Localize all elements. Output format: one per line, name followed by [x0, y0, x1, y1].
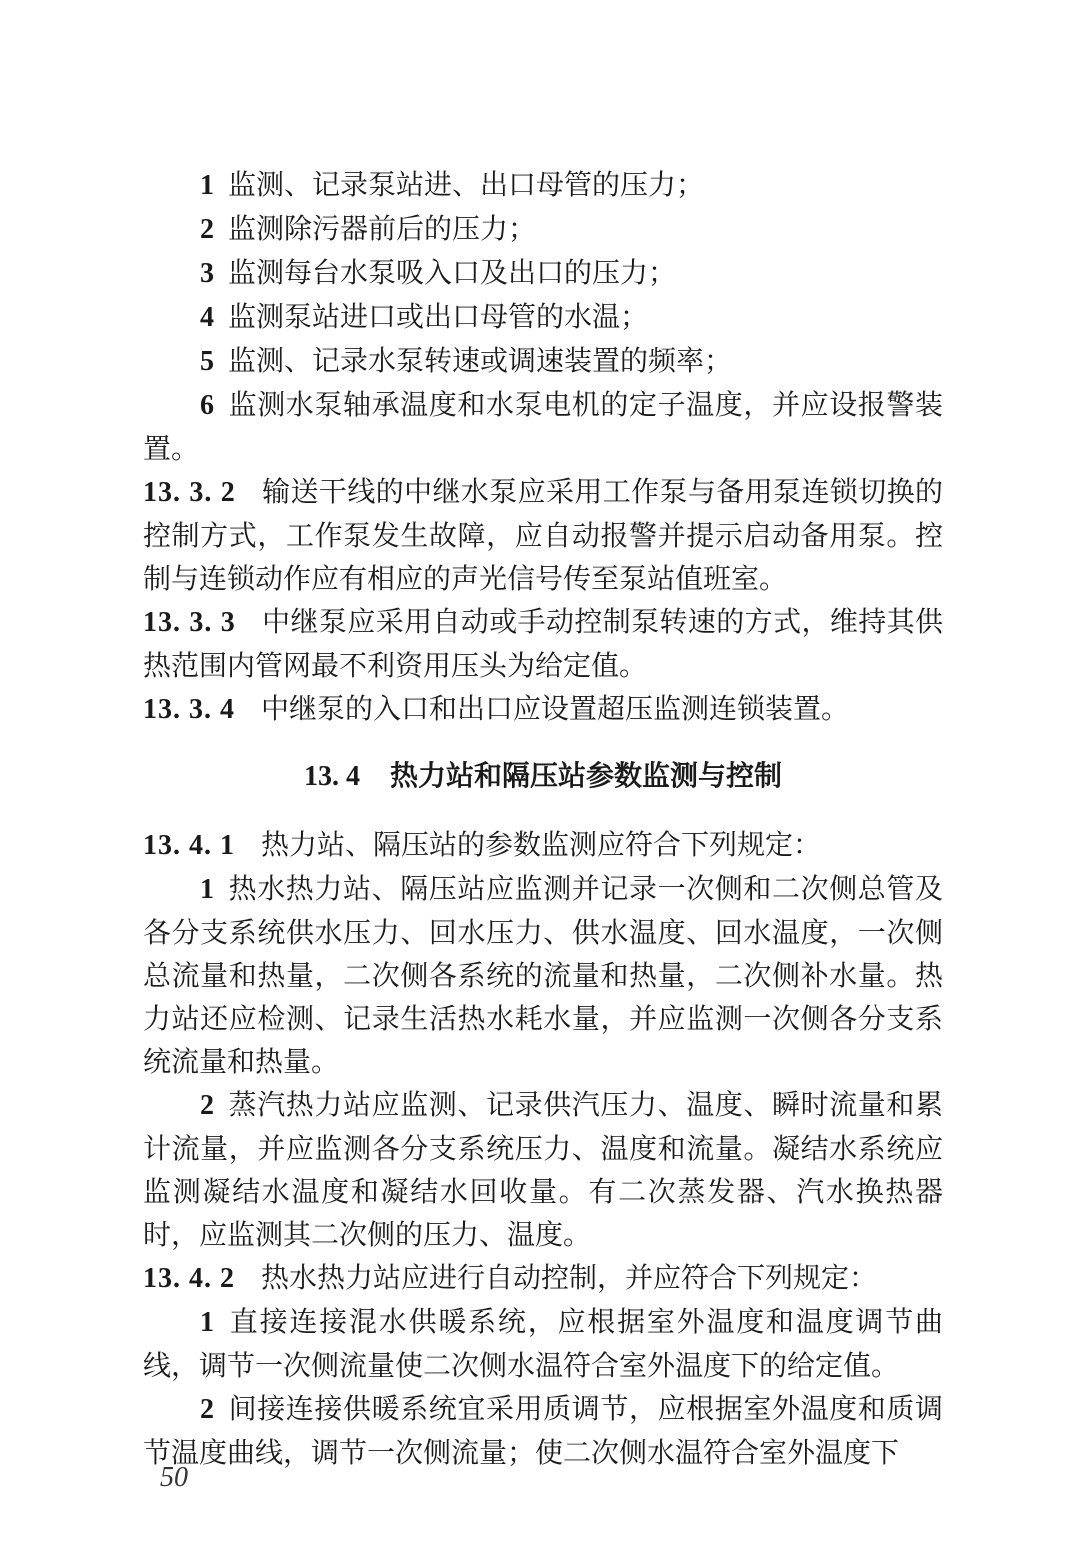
item-number: 4: [200, 302, 214, 333]
item-text: 监测、记录水泵转速或调速装置的频率；: [228, 344, 733, 377]
clause-text: 热水热力站应进行自动控制，并应符合下列规定：: [261, 1261, 878, 1294]
list-item: [143, 867, 943, 1083]
list-item: [143, 339, 943, 383]
item-text: 监测除污器前后的压力；: [228, 212, 537, 245]
list-item: [143, 295, 943, 339]
item-text: 监测、记录泵站进、出口母管的压力；: [228, 168, 705, 201]
clause-text: 热力站、隔压站的参数监测应符合下列规定：: [261, 828, 822, 861]
item-text: 蒸汽热力站应监测、记录供汽压力、温度、瞬时流量和累计流量，并应监测各分支系统压力、温度和流量。凝结水系统应监测凝结水温度和凝结水回收量。有二次蒸发器、汽水换热器时，应监测其二次侧的压力、温度。: [143, 1088, 943, 1251]
item-number: 3: [200, 258, 214, 289]
item-text: 热水热力站、隔压站应监测并记录一次侧和二次侧总管及各分支系统供水压力、回水压力、供水温度、回水温度，一次侧总流量和热量，二次侧各系统的流量和热量，二次侧补水量。热力站还应检测、记录生活热水耗水量，并应监测一次侧各分支系统流量和热量。: [143, 872, 943, 1078]
item-number: 1: [200, 874, 214, 905]
clause-text: 输送干线的中继水泵应采用工作泵与备用泵连锁切换的控制方式，工作泵发生故障，应自动报警并提示启动备用泵。控制与连锁动作应有相应的声光信号传至泵站值班室。: [143, 475, 944, 595]
page-body: [143, 163, 943, 1474]
list-item: [143, 1387, 943, 1474]
list-item: [143, 1083, 943, 1256]
item-text: 间接连接供暖系统宜采用质调节，应根据室外温度和质调节温度曲线，调节一次侧流量；使二次侧水温符合室外温度下: [143, 1392, 943, 1469]
page-number: 50: [160, 1462, 188, 1493]
list-item: [143, 251, 943, 295]
item-number: 5: [200, 346, 214, 377]
clause-13-3-4: [143, 687, 943, 731]
clause-13-3-3: [143, 600, 943, 687]
clause-13-4-1: [143, 823, 943, 867]
clause-text: 中继泵应采用自动或手动控制泵转速的方式，维持其供热范围内管网最不利资用压头为给定值。: [143, 605, 944, 682]
item-text: 监测泵站进口或出口母管的水温；: [228, 300, 649, 333]
clause-number: 13. 3. 3: [143, 607, 236, 638]
item-text: 监测水泵轴承温度和水泵电机的定子温度，并应设报警装置。: [143, 388, 943, 465]
clause-13-3-2: [143, 470, 943, 600]
clause-number: 13. 4. 2: [143, 1263, 235, 1294]
item-number: 6: [200, 390, 214, 421]
item-number: 2: [200, 1394, 214, 1425]
item-number: 2: [200, 214, 214, 245]
section-heading: [143, 754, 943, 798]
clause-text: 中继泵的入口和出口应设置超压监测连锁装置。: [261, 692, 850, 725]
item-number: 1: [200, 1307, 214, 1338]
list-item: [143, 207, 943, 251]
clause-number: 13. 4. 1: [143, 830, 235, 861]
list-item: [143, 1300, 943, 1387]
list-item: [143, 383, 943, 470]
section-title: 热力站和隔压站参数监测与控制: [389, 759, 782, 792]
list-item: [143, 163, 943, 207]
item-text: 监测每台水泵吸入口及出口的压力；: [228, 256, 677, 289]
clause-number: 13. 3. 2: [143, 477, 236, 508]
item-number: 2: [200, 1090, 214, 1121]
clause-number: 13. 3. 4: [143, 694, 235, 725]
clause-13-4-2: [143, 1256, 943, 1300]
item-text: 直接连接混水供暖系统，应根据室外温度和温度调节曲线，调节一次侧流量使二次侧水温符合室外温度下的给定值。: [143, 1305, 943, 1382]
item-number: 1: [200, 170, 214, 201]
section-number: 13. 4: [303, 761, 360, 792]
